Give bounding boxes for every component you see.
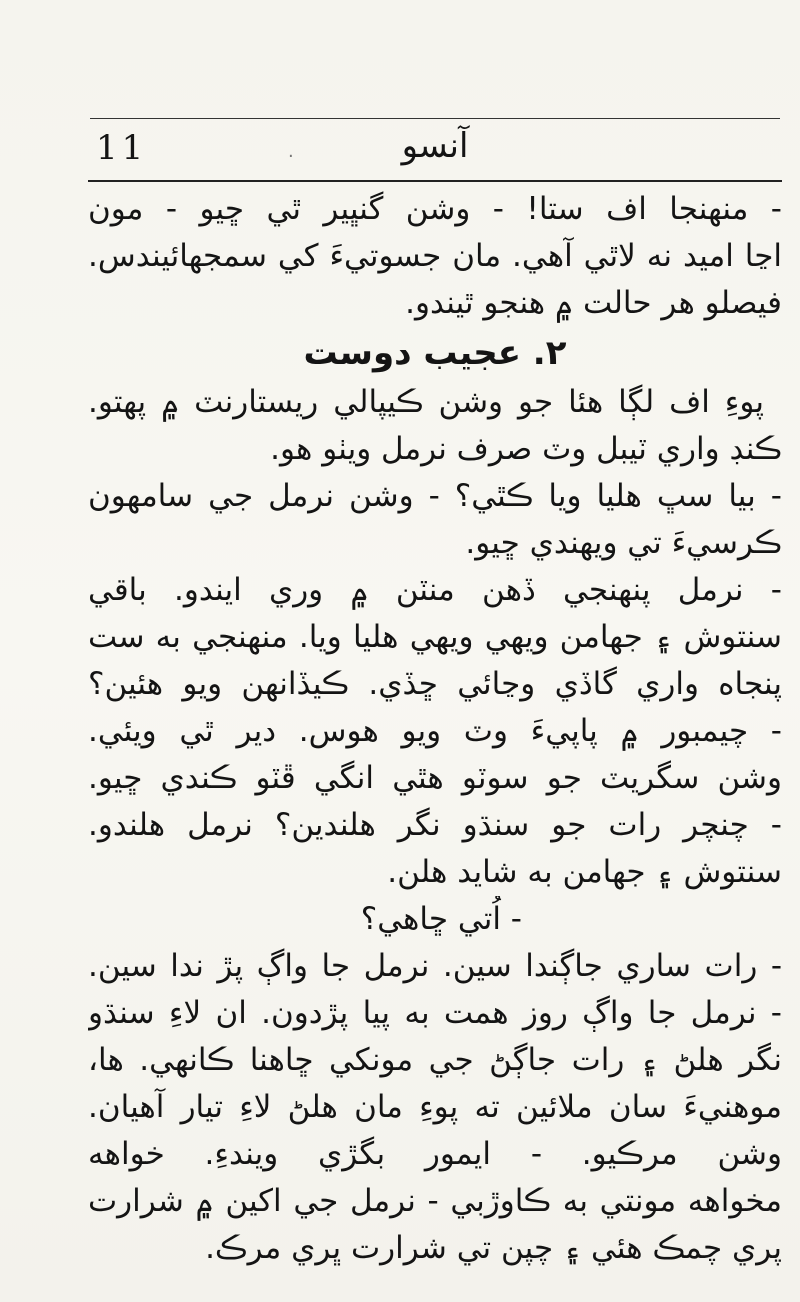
text-line: پري چمڪ هئي ۽ چپن تي شرارت ڀري مرڪ. [205,1230,782,1266]
text-line: نگر هلڻ ۽ رات جاڳڻ جي مونکي ڇاهنا ڪانهي. ها، [88,1042,782,1078]
text-line: - رات ساري جاڳندا سين. نرمل جا واڳ پڙ ندا سين. [88,948,782,984]
text-line: پنجاه واري گاڏي وڃائي ڇڏي. ڪيڏانهن ويو هئين؟ [88,666,782,702]
page-number: 11 [96,128,148,168]
header-bottom-rule [88,180,782,182]
text-line: سنتوش ۽ جهامن به شايد هلن. [387,854,782,890]
text-line: - اُتي ڇاهي؟ [360,901,522,937]
text-line: مخواهه مونتي به ڪاوڙبي - نرمل جي اکين ۾ شرارت [88,1183,782,1219]
text-line: ڪرسيءَ تي ويهندي ڇيو. [465,525,782,561]
text-line: اڃا اميد نه لاٿي آهي. مان جسوتيءَ کي سمجهائيندس. [88,238,782,274]
running-title: آنسو [401,126,469,166]
text-line: فيصلو هر حالت ۾ هنجو ٿيندو. [405,285,782,321]
text-line: وشن سگريٽ جو سوٽو هٿي انگي ڦٽو ڪندي ڇيو. [88,760,782,796]
text-line: - منهنجا اف ستا! - وشن گنڀير ٿي ڇيو - مون [88,191,782,227]
text-line: - بيا سڀ هليا ويا ڪٿي؟ - وشن نرمل جي سامهون [88,478,782,514]
text-line: موهنيءَ سان ملائين ته پوءِ مان هلڻ لاءِ تيار آهيان. [88,1089,782,1125]
text-line: - چنچر رات جو سنڌو نگر هلندين؟ نرمل هلندو. [88,807,782,843]
text-line: - چيمبور ۾ پاپيءَ وٽ ويو هوس. دير ٿي ويئي. [88,713,782,749]
text-line: سنتوش ۽ جهامن ويهي ويهي هليا ويا. منهنجي به ست [88,619,782,655]
text-line: پوءِ اف لڳا هئا جو وشن ڪيپالي ريستارنٽ ۾ پهتو. [88,384,764,420]
header-top-rule [90,118,780,119]
text-line: - نرمل پنهنجي ڏهن منٽن ۾ وري ايندو. باقي [88,572,782,608]
text-line: وشن مرڪيو. - ايمور بگڙي ويندءِ. خواهه [88,1136,782,1172]
text-line: - نرمل جا واڳ روز همت به پيا پڙدون. ان لاءِ سنڌو [88,995,782,1031]
header-dot: · [288,146,294,167]
text-line: ڪنڊ واري ٽيبل وٽ صرف نرمل ويٺو هو. [270,431,782,467]
section-heading: ٢. عجيب دوست [303,333,567,373]
body-text [88,186,782,1266]
page-header [88,122,782,178]
